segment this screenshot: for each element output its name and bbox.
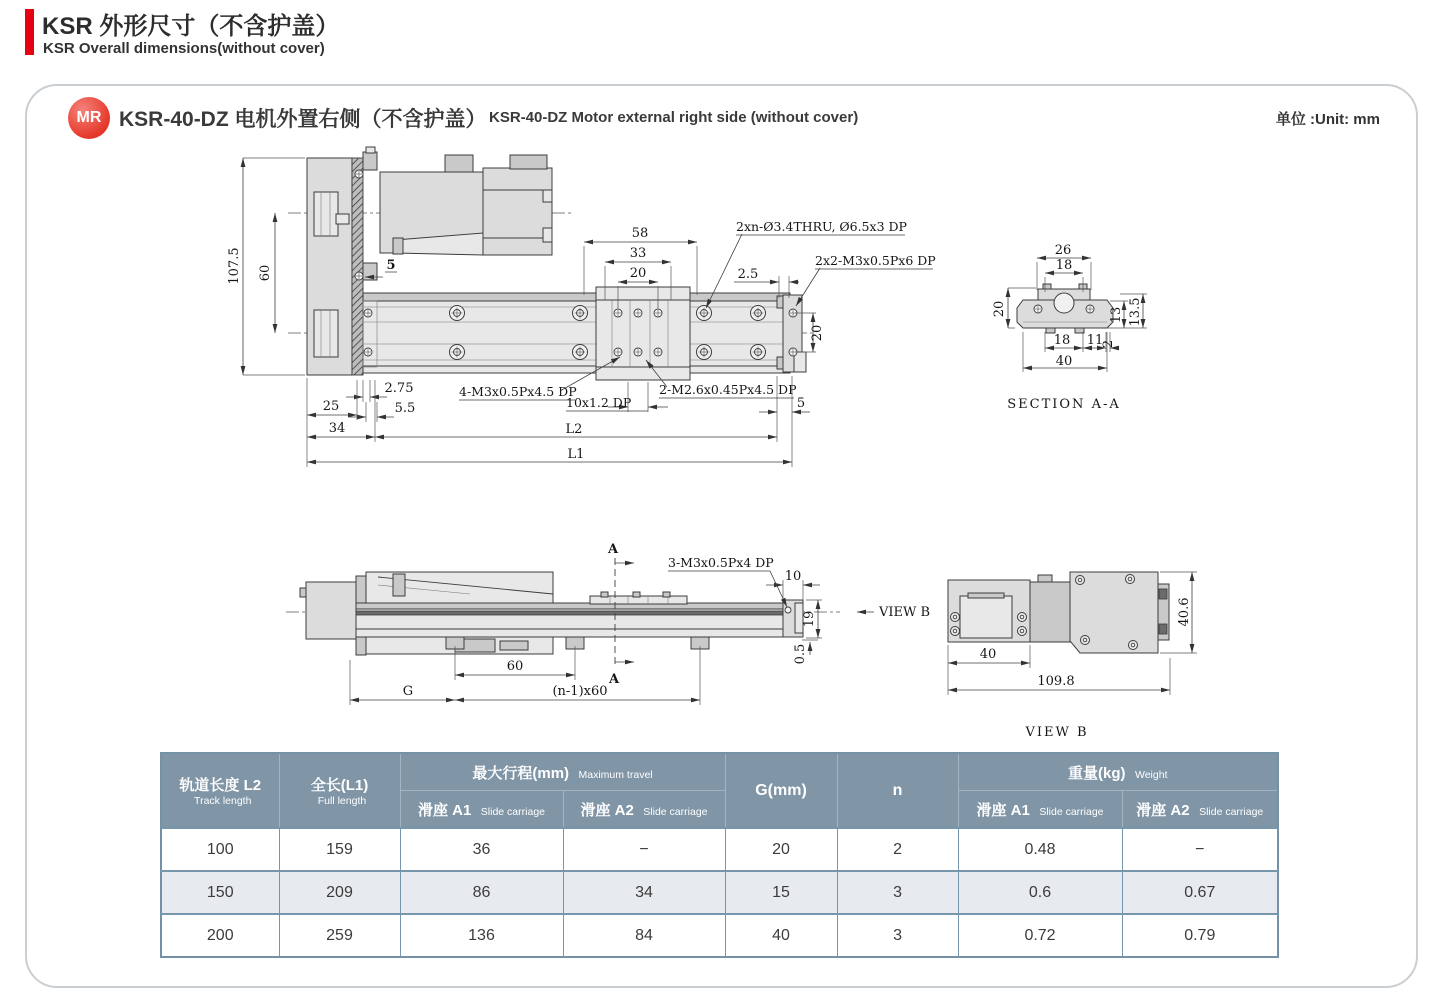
sec-dim-13-5: 13.5 [1128, 297, 1143, 327]
weight-a2-zh: 滑座 A2 [1136, 801, 1190, 819]
section-arrow-a-bottom: A [608, 672, 620, 687]
travel-a2-zh: 滑座 A2 [580, 801, 634, 819]
table-cell: 3 [837, 914, 958, 957]
sec-dim-20: 20 [992, 300, 1007, 318]
callout-m3x45: 4-M3x0.5Px4.5 DP [459, 384, 577, 399]
page-title-en: KSR Overall dimensions(without cover) [43, 40, 325, 57]
track-length-en: Track length [194, 795, 252, 807]
viewb-dim-40-6: 40.6 [1177, 597, 1192, 627]
full-length-zh: 全长(L1) [310, 777, 369, 794]
top-view-drawing [227, 147, 936, 467]
callout-m26: 2-M2.6x0.45Px4.5 DP [659, 382, 797, 397]
table-cell: 3 [837, 871, 958, 914]
dim-33: 33 [629, 246, 647, 261]
dim-107-5: 107.5 [227, 247, 242, 285]
col-header-weight-a2 [1122, 791, 1278, 829]
table-cell: 84 [563, 914, 725, 957]
table-cell: − [1122, 828, 1278, 871]
dim-25: 25 [322, 399, 340, 414]
col-header-travel-a1 [400, 791, 563, 829]
unit-label: 单位 :Unit: mm [1275, 111, 1380, 128]
col-header-max-travel [400, 753, 725, 791]
page-title-zh: KSR 外形尺寸（不含护盖） [42, 13, 340, 40]
dim-20-top: 20 [629, 266, 647, 281]
dim-l1: L1 [567, 447, 585, 462]
side-dim-60: 60 [506, 659, 524, 674]
table-cell: 0.6 [958, 871, 1122, 914]
mr-badge: MR [68, 97, 110, 139]
viewb-dim-40: 40 [979, 647, 997, 662]
table-cell: 259 [279, 914, 400, 957]
table-cell: 100 [161, 828, 279, 871]
g-label: G(mm) [755, 781, 807, 799]
dim-5-5: 5.5 [394, 401, 416, 416]
dim-58: 58 [631, 226, 649, 241]
section-aa-label: SECTION A-A [1007, 397, 1121, 412]
dim-2-5: 2.5 [737, 267, 759, 282]
sec-dim-18-top: 18 [1055, 258, 1073, 273]
weight-zh: 重量(kg) [1068, 764, 1126, 782]
travel-a1-zh: 滑座 A1 [418, 801, 472, 819]
view-b-drawing [948, 572, 1197, 740]
table-cell: 2 [837, 828, 958, 871]
max-travel-zh: 最大行程(mm) [472, 764, 570, 782]
table-cell: 136 [400, 914, 563, 957]
section-aa-drawing [992, 243, 1147, 412]
table-cell: 200 [161, 914, 279, 957]
table-cell: 0.72 [958, 914, 1122, 957]
table-cell: 34 [563, 871, 725, 914]
sec-dim-26: 26 [1054, 243, 1072, 258]
n-label: n [892, 781, 903, 799]
col-header-weight-a1 [958, 791, 1122, 829]
sec-dim-11: 11 [1086, 333, 1104, 348]
dim-5-housing: 5 [386, 258, 396, 273]
col-header-n [837, 753, 958, 828]
dim-20-right: 20 [810, 324, 825, 342]
sec-dim-40: 40 [1055, 354, 1073, 369]
sec-dim-2: 2 [1101, 339, 1116, 349]
panel-title-zh: KSR-40-DZ 电机外置右侧（不含护盖） [119, 108, 487, 131]
dim-l2: L2 [565, 422, 583, 437]
table-cell: 36 [400, 828, 563, 871]
panel-title-en: KSR-40-DZ Motor external right side (without cover) [489, 109, 859, 126]
table-row [161, 871, 1278, 914]
dim-5-right: 5 [796, 396, 806, 411]
col-header-weight [958, 753, 1278, 791]
col-header-track-length [161, 753, 279, 828]
dim-34: 34 [328, 421, 346, 436]
weight-a2-en: Slide carriage [1199, 805, 1264, 818]
travel-a2-en: Slide carriage [643, 805, 708, 818]
table-cell: 150 [161, 871, 279, 914]
weight-a1-zh: 滑座 A1 [976, 801, 1030, 819]
full-length-en: Full length [317, 795, 367, 807]
table-cell: 0.79 [1122, 914, 1278, 957]
dim-2-75: 2.75 [384, 381, 414, 396]
table-cell: 20 [725, 828, 837, 871]
side-view-drawing [286, 542, 930, 705]
view-b-arrow-label: VIEW B [879, 605, 931, 620]
table-cell: − [563, 828, 725, 871]
table-cell: 0.67 [1122, 871, 1278, 914]
callout-slot: 10x1.2 DP [566, 395, 632, 410]
table-cell: 0.48 [958, 828, 1122, 871]
col-header-g [725, 753, 837, 828]
table-cell: 86 [400, 871, 563, 914]
callout-m3x6: 2x2-M3x0.5Px6 DP [815, 253, 936, 268]
weight-a1-en: Slide carriage [1039, 805, 1104, 818]
callout-thru-holes: 2xn-Ø3.4THRU, Ø6.5x3 DP [736, 219, 907, 234]
table-row [161, 914, 1278, 957]
side-dim-0-5: 0.5 [793, 643, 808, 665]
col-header-full-length [279, 753, 400, 828]
callout-m3x4: 3-M3x0.5Px4 DP [668, 555, 774, 570]
max-travel-en: Maximum travel [578, 768, 653, 781]
table-cell: 159 [279, 828, 400, 871]
travel-a1-en: Slide carriage [480, 805, 545, 818]
track-length-zh: 轨道长度 L2 [179, 777, 262, 794]
sec-dim-13: 13 [1109, 306, 1124, 324]
table-cell: 15 [725, 871, 837, 914]
side-dim-g: G [402, 684, 414, 699]
col-header-travel-a2 [563, 791, 725, 829]
dimensions-table [160, 752, 1279, 958]
viewb-dim-109-8: 109.8 [1037, 674, 1075, 689]
section-arrow-a-top: A [607, 542, 619, 557]
table-cell: 40 [725, 914, 837, 957]
dim-60: 60 [258, 264, 273, 282]
table-cell: 209 [279, 871, 400, 914]
side-dim-10: 10 [784, 569, 802, 584]
side-dim-19: 19 [802, 610, 817, 628]
sec-dim-18-bottom: 18 [1053, 333, 1071, 348]
table-row [161, 828, 1278, 871]
side-dim-n60: (n-1)x60 [552, 684, 608, 699]
weight-en: Weight [1135, 768, 1168, 781]
view-b-title: VIEW B [1025, 725, 1089, 740]
